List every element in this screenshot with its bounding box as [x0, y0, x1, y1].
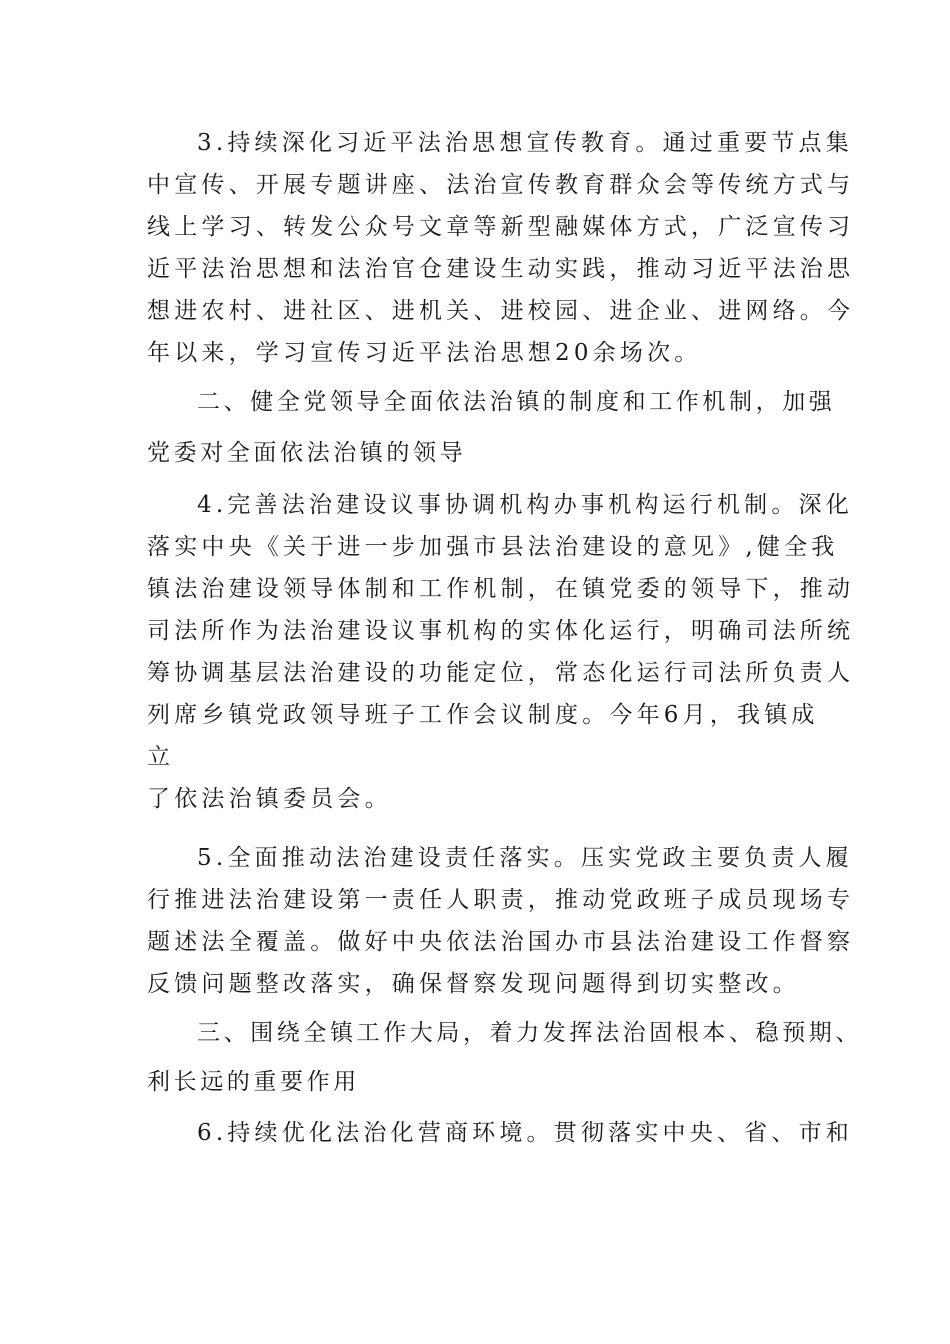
section-3-heading-line-2: 利长远的重要作用: [147, 1069, 360, 1095]
paragraph-6-line-1: 6.持续优化法治化营商环境。贯彻落实中央、省、市和: [197, 1120, 853, 1146]
paragraph-3-line-6: 年以来，学习宣传习近平法治思想20余场次。: [147, 340, 702, 366]
paragraph-5-line-4: 反馈问题整改落实，确保督察发现问题得到切实整改。: [147, 971, 800, 997]
paragraph-4-line-5: 筹协调基层法治建设的功能定位，常态化运行司法所负责人: [147, 660, 855, 686]
section-2-heading-line-2: 党委对全面依法治镇的领导: [147, 440, 467, 466]
paragraph-5-line-3: 题述法全覆盖。做好中央依法治国办市县法治建设工作督察: [147, 929, 855, 955]
paragraph-4-line-6: 列席乡镇党政领导班子工作会议制度。今年6月，我镇成: [147, 702, 819, 728]
paragraph-4-line-4: 司法所作为法治建设议事机构的实体化运行，明确司法所统: [147, 618, 855, 644]
paragraph-5-line-1: 5.全面推动法治建设责任落实。压实党政主要负责人履: [197, 845, 853, 871]
paragraph-4-line-3: 镇法治建设领导体制和工作机制，在镇党委的领导下，推动: [147, 576, 855, 602]
paragraph-4-line-2: 落实中央《关于进一步加强市县法治建设的意见》,健全我: [147, 534, 839, 560]
paragraph-3-line-2: 中宣传、开展专题讲座、法治宣传教育群众会等传统方式与: [147, 172, 855, 198]
paragraph-4-line-8: 了依法治镇委员会。: [147, 786, 392, 812]
paragraph-5-line-2: 行推进法治建设第一责任人职责，推动党政班子成员现场专: [147, 887, 855, 913]
section-3-heading-line-1: 三、围绕全镇工作大局，着力发挥法治固根本、稳预期、: [197, 1020, 862, 1046]
paragraph-3-line-3: 线上学习、转发公众号文章等新型融媒体方式，广泛宣传习: [147, 214, 855, 240]
section-2-heading-line-1: 二、健全党领导全面依法治镇的制度和工作机制，加强: [197, 389, 836, 415]
paragraph-3-line-5: 想进农村、进社区、进机关、进校园、进企业、进网络。今: [147, 298, 855, 324]
paragraph-3-line-4: 近平法治思想和法治官仓建设生动实践，推动习近平法治思: [147, 256, 855, 282]
paragraph-4-line-7: 立: [147, 744, 175, 770]
paragraph-3-line-1: 3.持续深化习近平法治思想宣传教育。通过重要节点集: [197, 130, 853, 156]
paragraph-4-line-1: 4.完善法治建设议事协调机构办事机构运行机制。深化: [197, 492, 853, 518]
